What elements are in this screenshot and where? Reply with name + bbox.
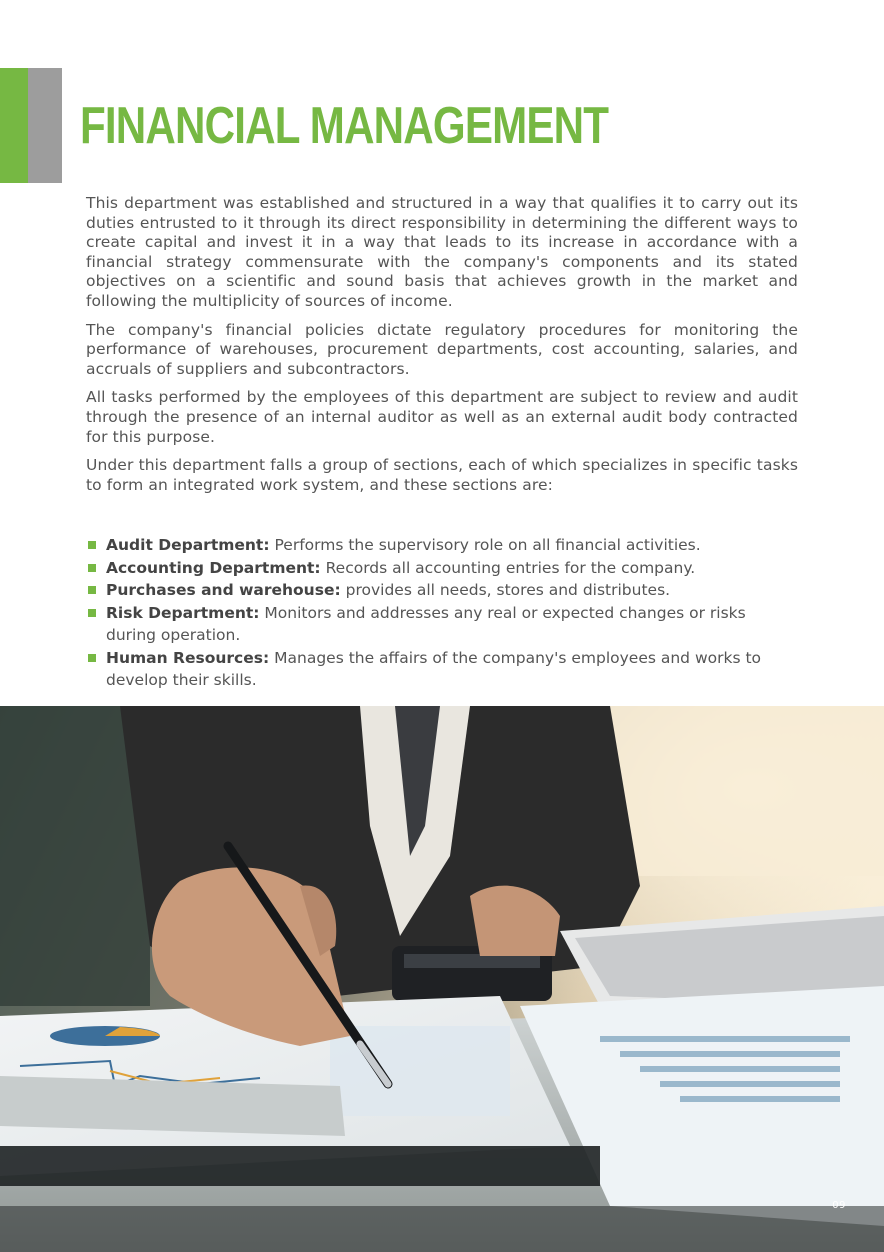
list-item	[86, 602, 786, 647]
section-description: Manages the affairs of the company's employees and works to develop their skills.	[106, 648, 762, 689]
accent-bar-grey	[28, 68, 62, 183]
section-description: provides all needs, stores and distributes.	[345, 581, 671, 599]
accent-bar-green	[0, 68, 28, 183]
section-description: Records all accounting entries for the company.	[325, 558, 696, 577]
sections-list	[86, 534, 786, 692]
paragraph: Under this department falls a group of sections, each of which specializes in specific tasks to form an integrated work system, and these sections are:	[86, 456, 798, 494]
list-item	[86, 579, 786, 602]
page-number: 09	[832, 1200, 846, 1211]
bullet-square-icon	[88, 541, 96, 549]
section-description: Performs the supervisory role on all financial activities.	[274, 536, 701, 554]
page-title: FINANCIAL MANAGEMENT	[80, 97, 609, 155]
body-text	[86, 194, 798, 504]
list-item	[86, 534, 786, 557]
section-name: Risk Department:	[106, 603, 260, 622]
bullet-square-icon	[88, 654, 96, 662]
section-description: Monitors and addresses any real or expected changes or risks during operation.	[106, 603, 746, 644]
bullet-square-icon	[88, 564, 96, 572]
paragraph: The company's financial policies dictate regulatory procedures for monitoring the performance of warehouses, procurement departments, cost accounting, salaries, and accruals of suppliers and subcontractors.	[86, 320, 798, 378]
section-name: Accounting Department:	[106, 558, 321, 577]
paragraph: All tasks performed by the employees of this department are subject to review and audit through the presence of an internal auditor as well as an external audit body contracted for this purpose.	[86, 388, 798, 446]
list-item	[86, 557, 786, 580]
paragraph: This department was established and structured in a way that qualifies it to carry out its duties entrusted to it through its direct responsibility in determining the different ways to create capital and invest it in a way that leads to its increase in accordance with a financial strategy commensurate with the company's components and its stated objectives on a scientific and sound basis that achieves growth in the market and following the multiplicity of sources of income.	[86, 194, 798, 310]
section-name: Human Resources:	[106, 648, 270, 667]
bullet-square-icon	[88, 586, 96, 594]
section-name: Audit Department:	[106, 536, 270, 554]
office-photo	[0, 706, 884, 1252]
list-item	[86, 647, 786, 692]
section-name: Purchases and warehouse:	[106, 581, 341, 599]
bullet-square-icon	[88, 609, 96, 617]
